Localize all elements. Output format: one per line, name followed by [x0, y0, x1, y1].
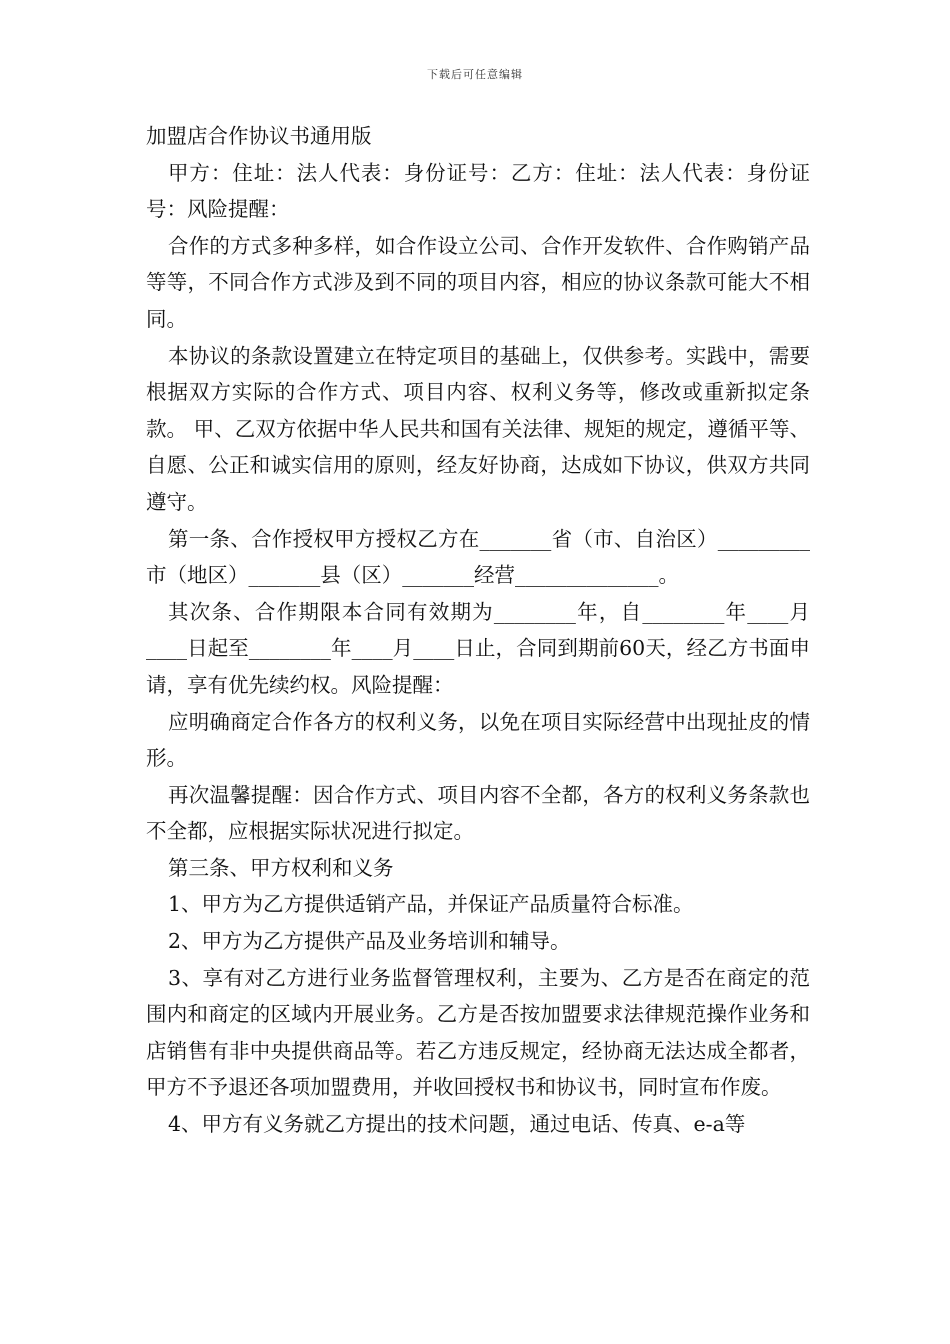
document-body — [146, 118, 810, 1143]
paragraph-article-1: 第一条、合作授权甲方授权乙方在_______省（市、自治区）_________市（地区）_______县（区）_______经营______________。 — [146, 526, 810, 588]
paragraph-parties: 甲方：住址：法人代表：身份证号：乙方：住址：法人代表：身份证号：风险提醒： — [146, 160, 810, 222]
paragraph-article-3-heading: 第三条、甲方权利和义务 — [168, 855, 394, 880]
paragraph-agreement-basis: 本协议的条款设置建立在特定项目的基础上，仅供参考。实践中，需要根据双方实际的合作方式、项目内容、权利义务等，修改或重新拟定条款。 甲、乙双方依据中华人民共和国有关法律、规矩的规定，遵循平等、自愿、公正和诚实信用的原则，经友好协商，达成如下协议，供双方共同遵守。 — [146, 343, 810, 514]
paragraph-risk-note: 应明确商定合作各方的权利义务，以免在项目实际经营中出现扯皮的情形。 — [146, 709, 810, 771]
paragraph-article-2: 其次条、合作期限本合同有效期为________年，自________年____月____日起至________年____月____日止，合同到期前60天，经乙方书面申请，享有优先续约权。风险提醒： — [146, 599, 810, 697]
paragraph-cooperation-methods: 合作的方式多种多样，如合作设立公司、合作开发软件、合作购销产品等等，不同合作方式涉及到不同的项目内容，相应的协议条款可能大不相同。 — [146, 233, 810, 331]
paragraph-reminder: 再次温馨提醒：因合作方式、项目内容不全都，各方的权利义务条款也不全都，应根据实际状况进行拟定。 — [146, 782, 810, 844]
document-title: 加盟店合作协议书通用版 — [146, 124, 372, 148]
paragraph-item-3: 3、享有对乙方进行业务监督管理权利，主要为、乙方是否在商定的范围内和商定的区域内开展业务。乙方是否按加盟要求法律规范操作业务和店销售有非中央提供商品等。若乙方违反规定，经协商无法达成全都者，甲方不予退还各项加盟费用，并收回授权书和协议书，同时宣布作废。 — [146, 965, 810, 1100]
paragraph-item-2: 2、甲方为乙方提供产品及业务培训和辅导。 — [168, 929, 571, 954]
paragraph-item-1: 1、甲方为乙方提供适销产品，并保证产品质量符合标准。 — [168, 892, 694, 917]
header-note: 下载后可任意编辑 — [427, 68, 523, 81]
paragraph-item-4: 4、甲方有义务就乙方提出的技术问题，通过电话、传真、e-a等 — [168, 1112, 746, 1137]
